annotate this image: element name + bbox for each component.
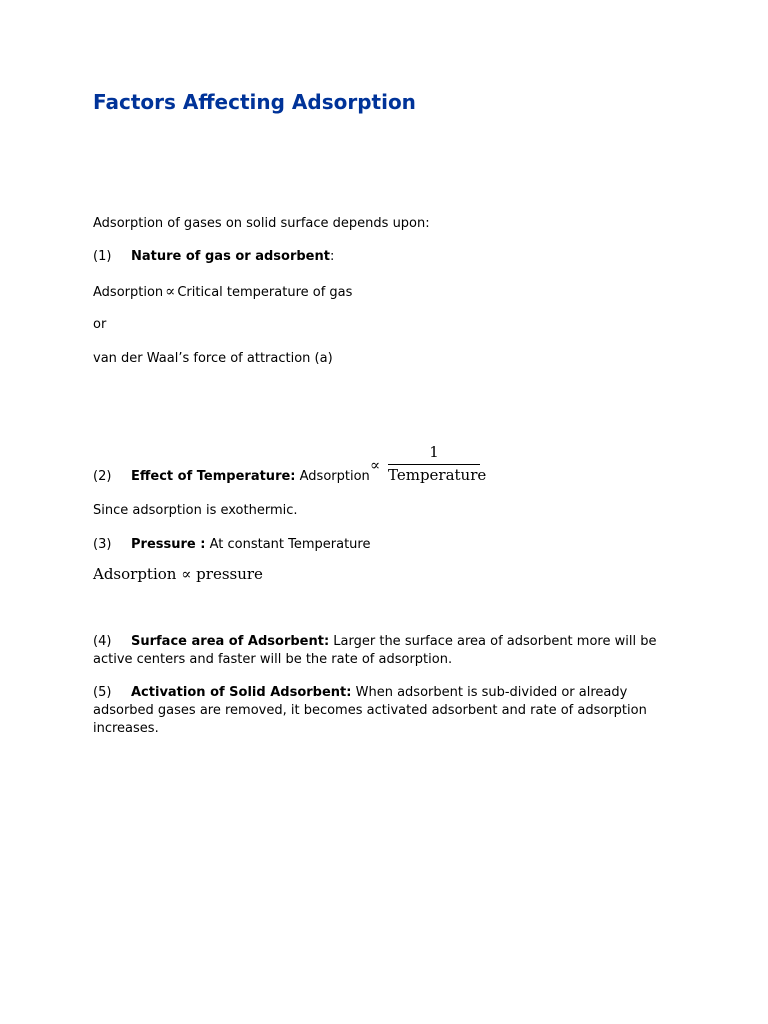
proportional-symbol: ∝ <box>165 282 176 300</box>
item-text: When adsorbent is sub-divided or already <box>355 685 628 700</box>
item-text: Adsorption <box>299 469 370 484</box>
item-number: (5) <box>93 685 112 700</box>
item-heading: Activation of Solid Adsorbent: <box>131 685 352 700</box>
proportional-symbol: ∝ <box>370 456 381 474</box>
intro-text: Adsorption of gases on solid surface depends upon: <box>93 216 430 231</box>
item-suffix: : <box>329 249 335 264</box>
item-pressure <box>93 536 370 554</box>
item-number: (3) <box>93 537 112 552</box>
proportional-symbol: ∝ <box>181 565 192 583</box>
item-number: (2) <box>93 469 112 484</box>
or-text: or <box>93 317 107 332</box>
page-title: Factors Affecting Adsorption <box>93 90 416 114</box>
critical-temperature-line <box>93 282 352 302</box>
item-number: (1) <box>93 249 112 264</box>
exothermic-text: Since adsorption is exothermic. <box>93 503 298 518</box>
item-surface-area <box>93 633 663 669</box>
item-activation <box>93 684 663 738</box>
fraction <box>388 442 487 485</box>
item-line: adsorbed gases are removed, it becomes activated adsorbent and rate of adsorption <box>93 703 647 718</box>
item-effect-of-temperature <box>93 468 370 486</box>
item-number: (4) <box>93 634 112 649</box>
critical-pre: Adsorption <box>93 285 164 300</box>
item-heading: Effect of Temperature: <box>131 469 296 484</box>
vdw-text: van der Waal’s force of attraction (a) <box>93 351 333 366</box>
fraction-numerator: 1 <box>388 442 480 465</box>
item-line <box>93 633 663 651</box>
item-line: active centers and faster will be the rate of adsorption. <box>93 652 453 667</box>
item-line <box>93 684 663 702</box>
item-heading: Surface area of Adsorbent: <box>131 634 330 649</box>
pressure-pre: Adsorption <box>93 565 177 583</box>
item-nature-of-gas <box>93 248 334 266</box>
item-text: At constant Temperature <box>209 537 371 552</box>
item-heading: Nature of gas or adsorbent <box>131 249 330 264</box>
pressure-post: pressure <box>196 565 263 583</box>
critical-post: Critical temperature of gas <box>177 285 353 300</box>
item-text: Larger the surface area of adsorbent more will be <box>333 634 657 649</box>
pressure-formula <box>93 565 263 583</box>
fraction-denominator: Temperature <box>388 466 487 484</box>
item-line: increases. <box>93 721 159 736</box>
item-heading: Pressure : <box>131 537 206 552</box>
